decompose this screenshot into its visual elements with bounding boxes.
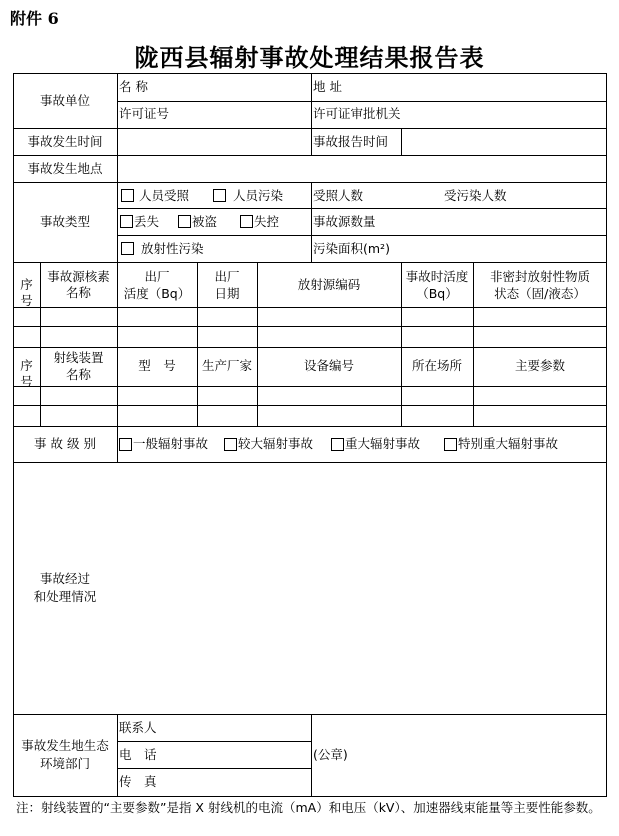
checkbox-exposed[interactable]	[121, 189, 134, 202]
checkbox-contaminated[interactable]	[213, 189, 226, 202]
dev-h-params: 主要参数	[514, 358, 565, 373]
dev-h-site: 所在场所	[411, 358, 462, 373]
opt-exposed-label: 人员受照	[139, 188, 190, 203]
src-h-activity-1: 出厂	[144, 269, 170, 284]
checkbox-lost[interactable]	[120, 215, 133, 228]
report-time-label: 事故报告时间	[313, 134, 389, 149]
checkbox-radioactive-contamination[interactable]	[121, 242, 134, 255]
dev-h-serial: 设备编号	[303, 358, 354, 373]
seal-label: (公章)	[313, 747, 348, 762]
phone-label: 电 话	[119, 747, 157, 762]
checkbox-out-of-control[interactable]	[240, 215, 253, 228]
accident-level-label: 事 故 级 别	[34, 436, 96, 451]
occur-time-label: 事故发生时间	[27, 134, 103, 149]
source-count-label: 事故源数量	[313, 214, 376, 229]
opt-contaminated-label: 人员污染	[233, 188, 284, 203]
src-h-date-2: 日期	[214, 286, 240, 301]
src-h-activity-2: 活度（Bq）	[123, 286, 191, 301]
contact-label: 联系人	[119, 720, 157, 735]
checkbox-stolen[interactable]	[178, 215, 191, 228]
dev-h-maker: 生产厂家	[201, 358, 252, 373]
process-label-1: 事故经过	[39, 571, 90, 586]
license-authority-label: 许可证审批机关	[313, 106, 401, 121]
opt-stolen-label: 被盗	[192, 214, 218, 229]
src-h-nuclide: 事故源核素名称	[47, 269, 110, 300]
dev-h-model: 型 号	[138, 358, 176, 373]
src-h-accident-activity-2: （Bq）	[416, 286, 458, 301]
dev-h-seq: 序号	[20, 358, 33, 389]
annex-label: 附件 6	[10, 9, 59, 28]
checkbox-level-general[interactable]	[119, 438, 132, 451]
src-h-state-2: 状态（固/液态）	[494, 286, 586, 301]
src-h-state-1: 非密封放射性物质	[489, 269, 590, 284]
src-h-seq: 序号	[20, 277, 33, 308]
checkbox-level-extra[interactable]	[444, 438, 457, 451]
exposed-count-label: 受照人数	[313, 188, 364, 203]
level-general-label: 一般辐射事故	[133, 436, 209, 451]
level-major-label: 重大辐射事故	[345, 436, 421, 451]
level-extra-label: 特别重大辐射事故	[458, 436, 559, 451]
unit-name-label: 名 称	[119, 79, 148, 94]
license-number-label: 许可证号	[119, 106, 170, 121]
src-h-accident-activity-1: 事故时活度	[405, 269, 469, 284]
footnote: 注：射线装置的“主要参数”是指 X 射线机的电流（mA）和电压（kV）、加速器线束能量等主要性能参数。	[16, 800, 601, 815]
contaminated-count-label: 受污染人数	[444, 188, 507, 203]
opt-radioactive-contamination-label: 放射性污染	[141, 241, 204, 256]
opt-lost-label: 丢失	[134, 214, 160, 229]
contaminated-area-label: 污染面积(m²)	[313, 241, 390, 256]
dept-label-1: 事故发生地生态	[21, 738, 109, 753]
checkbox-level-major[interactable]	[331, 438, 344, 451]
process-label-2: 和处理情况	[33, 589, 97, 604]
src-h-code: 放射源编码	[297, 277, 361, 292]
checkbox-level-larger[interactable]	[224, 438, 237, 451]
dept-label-2: 环境部门	[39, 756, 90, 771]
opt-out-of-control-label: 失控	[254, 214, 280, 229]
src-h-date-1: 出厂	[214, 269, 240, 284]
fax-label: 传 真	[119, 774, 157, 789]
accident-place-label: 事故发生地点	[27, 161, 103, 176]
unit-address-label: 地 址	[313, 79, 342, 94]
dev-h-device-2: 名称	[65, 367, 91, 382]
unit-label: 事故单位	[39, 93, 90, 108]
form-title: 陇西县辐射事故处理结果报告表	[134, 43, 485, 72]
dev-h-device-1: 射线装置	[53, 350, 104, 365]
accident-type-label: 事故类型	[39, 214, 90, 229]
level-larger-label: 较大辐射事故	[238, 436, 314, 451]
